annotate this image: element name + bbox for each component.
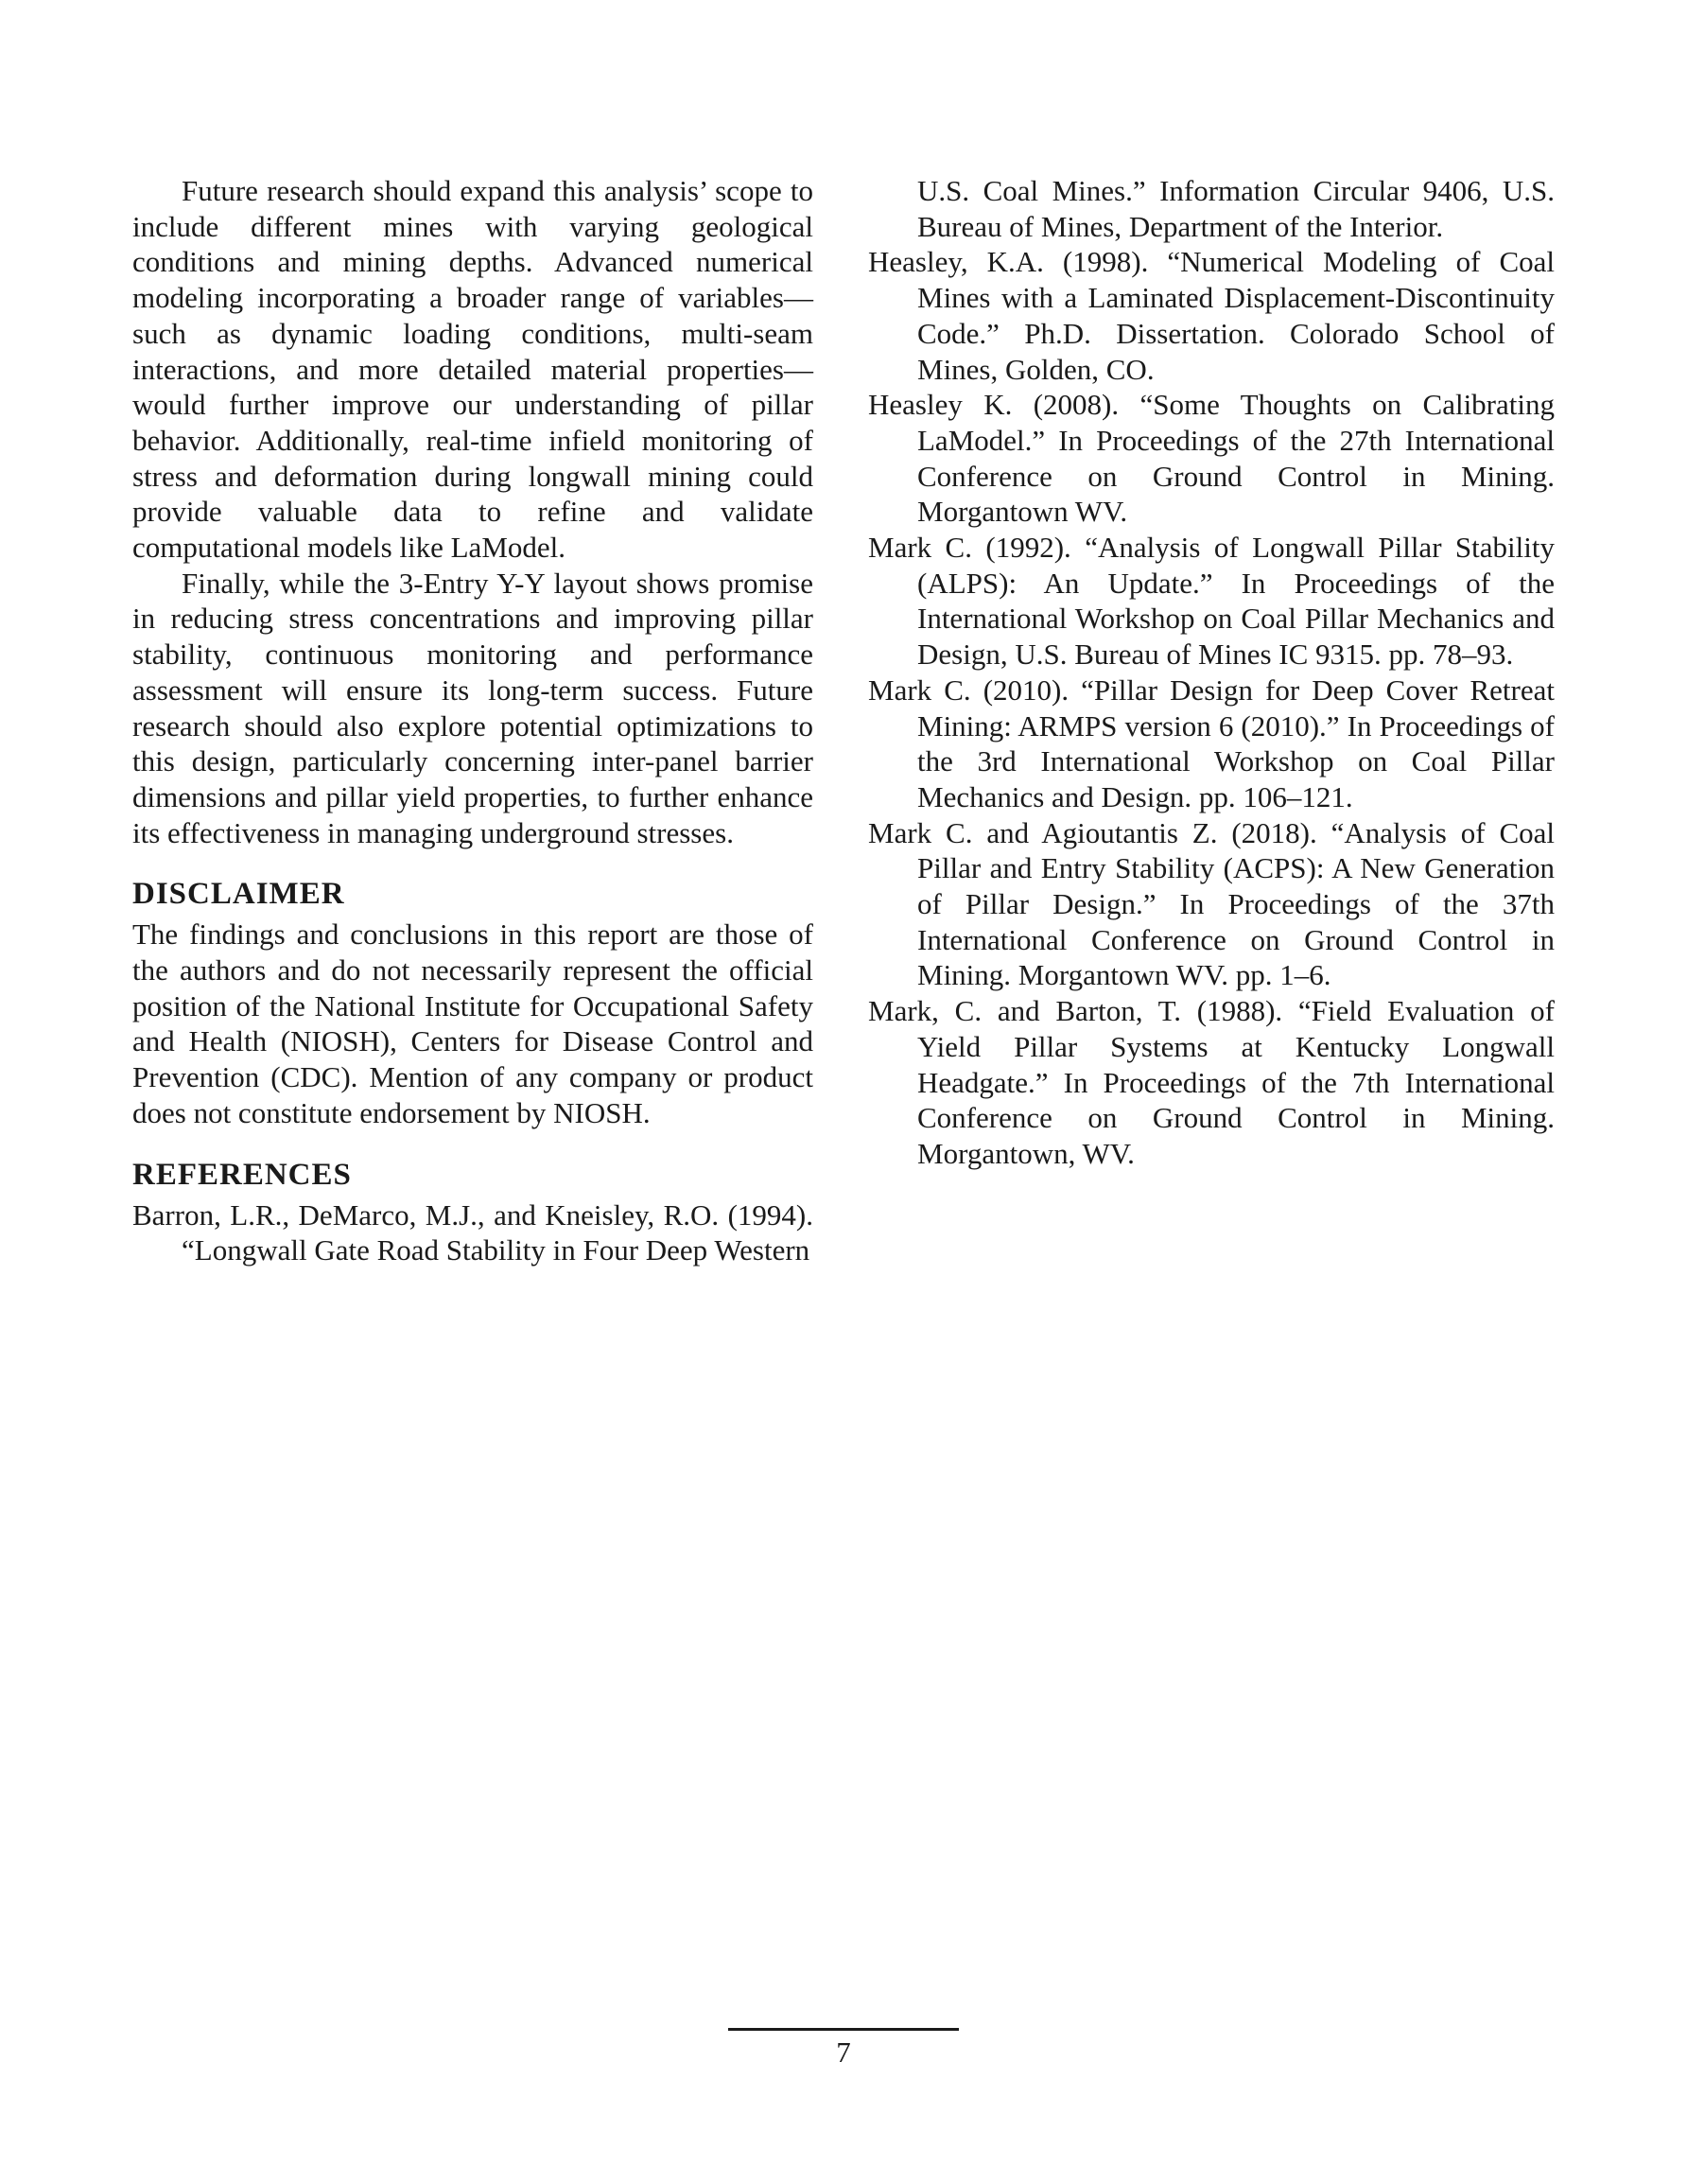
right-column [868, 173, 1555, 1172]
disclaimer-heading: DISCLAIMER [132, 877, 345, 912]
reference-item-continued: U.S. Coal Mines.” Information Circular 9406, U.S. Bureau of Mines, Department of the Interior. [917, 174, 1555, 243]
left-column [132, 173, 813, 1268]
footer-rule [728, 2028, 959, 2031]
body-paragraph: Future research should expand this analysis’ scope to include different mines with varying geological conditions and mining depths. Advanced numerical modeling incorporating a broader range of variables—such as dynamic loading conditions, multi-seam interactions, and more detailed material properties—would further improve our understanding of pillar behavior. Additionally, real-time infield monitoring of stress and deformation during longwall mining could provide valuable data to refine and validate computational models like LaModel. [132, 174, 813, 565]
reference-item: Mark C. (2010). “Pillar Design for Deep Cover Retreat Mining: ARMPS version 6 (2010).” In Proceedings of the 3rd International Workshop on Coal Pillar Mechanics and Design. pp. 106–121. [868, 673, 1555, 813]
reference-item: Heasley K. (2008). “Some Thoughts on Calibrating LaModel.” In Proceedings of the 27th International Conference on Ground Control in Mining. Morgantown WV. [868, 388, 1555, 529]
references-heading: REFERENCES [132, 1157, 352, 1192]
reference-item: Heasley, K.A. (1998). “Numerical Modeling of Coal Mines with a Laminated Displacement-Discontinuity Code.” Ph.D. Dissertation. Colorado School of Mines, Golden, CO. [868, 245, 1555, 386]
disclaimer-text: The findings and conclusions in this report are those of the authors and do not necessarily represent the official position of the National Institute for Occupational Safety and Health (NIOSH), Centers for Disease Control and Prevention (CDC). Mention of any company or product does not constitute endorsement by NIOSH. [132, 917, 813, 1129]
reference-item: Barron, L.R., DeMarco, M.J., and Kneisley, R.O. (1994). “Longwall Gate Road Stability in Four Deep Western [132, 1197, 813, 1267]
body-paragraph: Finally, while the 3-Entry Y-Y layout shows promise in reducing stress concentrations and improving pillar stability, continuous monitoring and performance assessment will ensure its long-term success. Future research should also explore potential optimizations to this design, particularly concerning inter-panel barrier dimensions and pillar yield properties, to further enhance its effectiveness in managing underground stresses. [132, 566, 813, 849]
reference-item: Mark C. and Agioutantis Z. (2018). “Analysis of Coal Pillar and Entry Stability (ACPS): A New Generation of Pillar Design.” In Proceedings of the 37th International Conference on Ground Control in Mining. Morgantown WV. pp. 1–6. [868, 815, 1555, 992]
reference-item: Mark, C. and Barton, T. (1988). “Field Evaluation of Yield Pillar Systems at Kentucky Longwall Headgate.” In Proceedings of the 7th International Conference on Ground Control in Mining. Morgantown, WV. [868, 994, 1555, 1170]
reference-item: Mark C. (1992). “Analysis of Longwall Pillar Stability (ALPS): An Update.” In Proceedings of the International Workshop on Coal Pillar Mechanics and Design, U.S. Bureau of Mines IC 9315. pp. 78–93. [868, 531, 1555, 672]
page-number: 7 [836, 2035, 851, 2069]
